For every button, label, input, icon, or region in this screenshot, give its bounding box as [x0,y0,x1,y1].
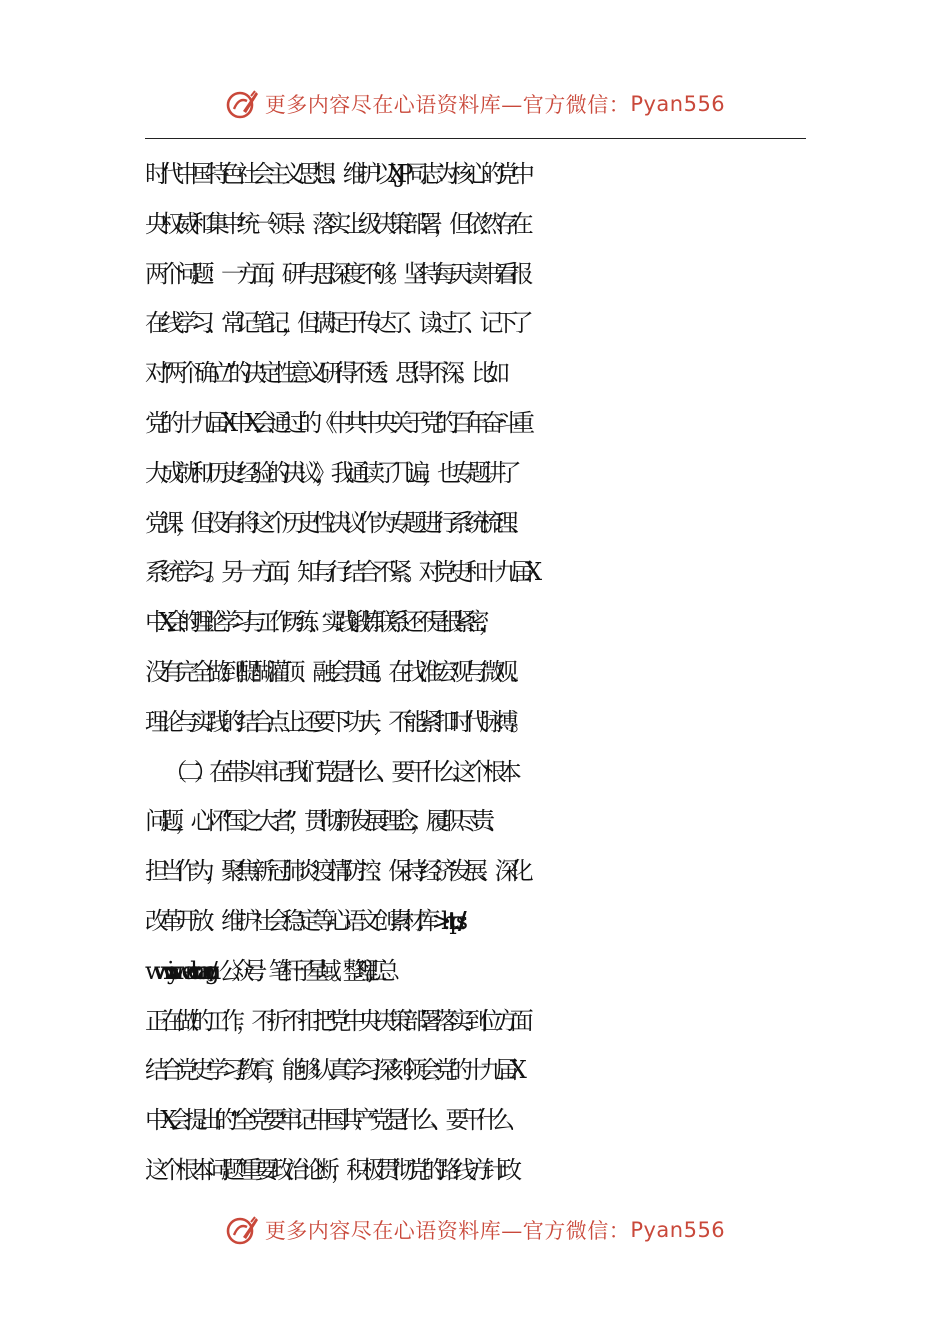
text-line: 党课，但没有将这个历史性决议作为专题进行系统梳理、 [145,508,525,537]
text-line: 理论与实践的结合点上还要下功夫，不能紧扣时代脉搏。 [145,707,525,736]
text-line: 担当作为，聚焦新冠肺炎疫情防控、保持经济发展、深化 [145,857,525,886]
header-watermark [0,80,950,128]
text-line: 大成就和历史经验的决议》，我通读了几遍，也专题讲了 [145,458,513,487]
text-line: 党的十九届X中X会通过的《中共中央关于党的百年奋斗重 [145,408,527,437]
banner-contact: Pyan556 [630,92,726,116]
text-line: 正在做的工作，不折不扣把党中央决策部署落实到位方面 [145,1006,525,1035]
text-line: 中X会的理论学习与工作历练、实践锻炼联系还不是很紧密， [145,608,492,637]
text-line: 结合党史学习教育，能够认真学习深刻领会党的十九届X [145,1056,519,1085]
banner-contact: Pyan556 [630,1218,726,1242]
text-line: 改革开放、维护社会稳定等心语文创素.材.库>: https:// [145,906,458,935]
text-line: 时代中国特色社会主义思想、维护以XJP同志为核心的党中 [145,160,527,188]
footer-watermark [0,1206,950,1254]
text-line: www.xinyuwenchuang.cn/。公众号：笔杆子星域。整理,汇总 [145,956,389,985]
text-line: 没有完全做到醍醐灌顶、融会贯通。在找准宏观与微观、 [145,657,525,686]
pen-logo-icon [225,87,259,121]
text-line: （二）在带头牢记我们党是什么、要干什么这个根本 [145,757,513,786]
text-line: 问题，心怀“国之大者”，贯彻新发展理念，履职尽责、 [145,807,502,836]
banner-text: 更多内容尽在心语资料库—官方微信： [264,93,631,117]
text-line: 中X会提出的“全党要牢记中国共产党是什么、要干什么 [145,1106,507,1135]
header-divider [145,138,806,139]
document-body [145,150,825,1196]
pen-logo-icon [225,1213,259,1247]
text-line: 系统学习。另一方面，知与行结合不紧。对党史和十九届X [145,558,534,587]
text-line: 这个根本问题”重要政治论断，积极贯彻党的路线方针政 [145,1155,514,1184]
text-line: 对“两个确立”的决定性意义研得不透、思得不深。比如 [145,359,502,388]
text-line: 在线学习、常记笔记，但满足于传达了、读过了、记下了 [145,309,525,338]
text-line: 两个问题：一方面，研与思深度不够。坚持每天读书看报 [145,259,525,288]
banner-text: 更多内容尽在心语资料库—官方微信： [264,1219,631,1243]
text-line: 央权威和集中统一领导、落实上级决策部署，但依然存在 [145,209,525,238]
